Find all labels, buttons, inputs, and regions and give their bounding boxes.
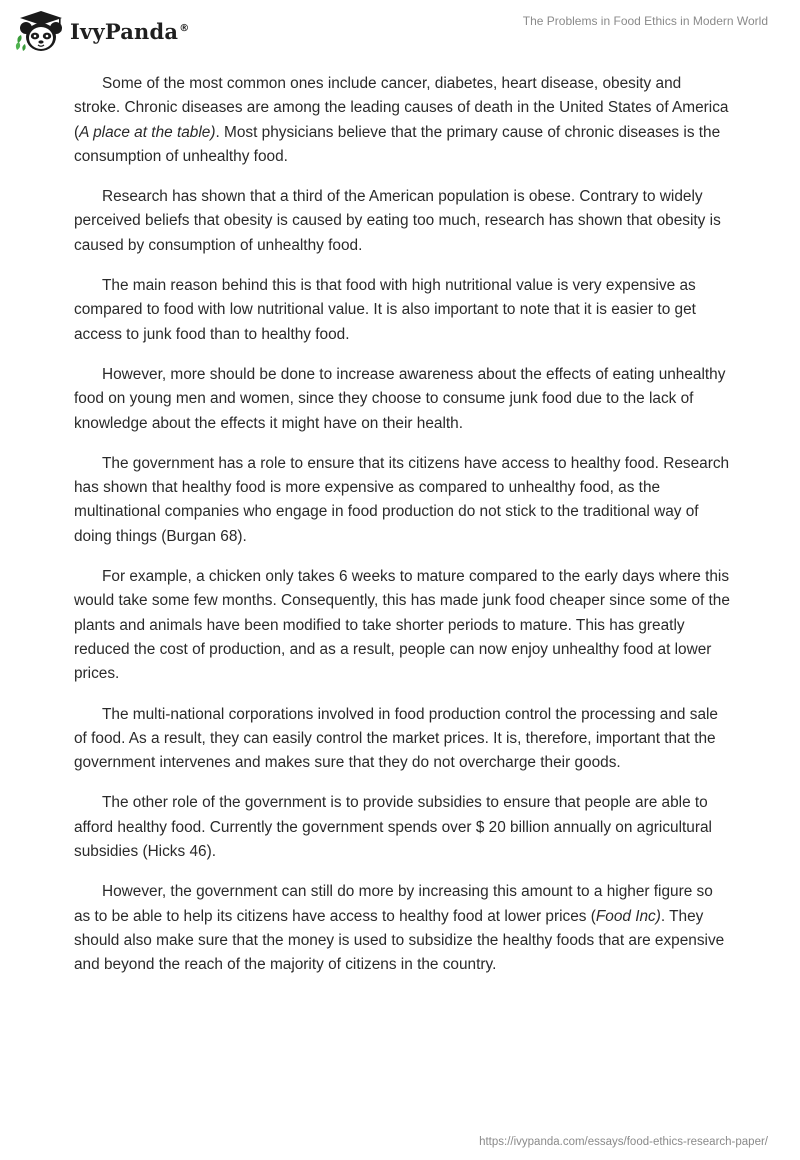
panda-graduate-icon: [14, 9, 66, 53]
paragraph-3: The main reason behind this is that food with high nutritional value is very expensive as compared to food with low nutritional value. It is also important to note that it is easier to get access to junk food than to healthy food.: [74, 277, 696, 343]
citation-food-inc: Food Inc): [595, 907, 661, 925]
paragraph-6: For example, a chicken only takes 6 weeks to mature compared to the early days where this would take some few months. Consequently, this has made junk food cheaper since some of the plants and animals have been modified to take shorter periods to mature. This has greatly reduced the cost of production, and as a result, people can now enjoy unhealthy food at lower prices.: [74, 568, 730, 683]
document-title: The Problems in Food Ethics in Modern World: [522, 14, 768, 28]
page-header: [0, 0, 800, 60]
paragraph-1-text: Some of the most common ones include cancer, diabetes, heart disease, obesity and stroke. Chronic diseases are among the leading causes of death in the United States of America (: [74, 75, 729, 141]
brand-name: [70, 19, 189, 44]
paragraph-1: [74, 72, 730, 169]
essay-body: [74, 72, 730, 994]
paragraph-2: Research has shown that a third of the American population is obese. Contrary to widely perceived beliefs that obesity is caused by eating too much, research has shown that obesity is caused by consumption of unhealthy food.: [74, 188, 721, 254]
paragraph-8: The other role of the government is to provide subsidies to ensure that people are able to afford healthy food. Currently the government spends over $ 20 billion annually on agricultural subsidies (Hicks 46).: [74, 794, 712, 861]
paragraph-5: The government has a role to ensure that its citizens have access to healthy food. Research has shown that healthy food is more expensive as compared to unhealthy food, as the multinational companies who engage in food production do not stick to the traditional way of doing things (Burgan 68).: [74, 454, 730, 545]
paragraph-9: [74, 880, 730, 977]
paragraph-9-text: However, the government can still do more by increasing this amount to a higher figure so as to be able to help its citizens have access to healthy food at lower prices (: [74, 883, 713, 925]
registered-mark: ®: [179, 22, 190, 34]
paragraph-9-text-end: . They should also make sure that the money is used to subsidize the healthy foods that are expensive and beyond the reach of the majority of citizens in the country.: [74, 907, 725, 974]
paragraph-4: However, more should be done to increase awareness about the effects of eating unhealthy food on young men and women, since they choose to consume junk food due to the lack of knowledge about the effects it might have on their health.: [74, 365, 726, 432]
brand-name-text: IvyPanda: [70, 18, 179, 44]
paragraph-7: The multi-national corporations involved in food production control the processing and sale of food. As a result, they can easily control the market prices. It is, therefore, important that the government intervenes and makes sure that they do not overcharge their goods.: [74, 705, 718, 772]
source-url-link[interactable]: https://ivypanda.com/essays/food-ethics-research-paper/: [479, 1136, 768, 1148]
ivypanda-logo[interactable]: [14, 9, 189, 53]
citation-a-place-at-the-table: A place at the table): [79, 123, 216, 141]
paragraph-1-text-end: . Most physicians believe that the primary cause of chronic diseases is the consumption of unhealthy food.: [74, 123, 721, 165]
